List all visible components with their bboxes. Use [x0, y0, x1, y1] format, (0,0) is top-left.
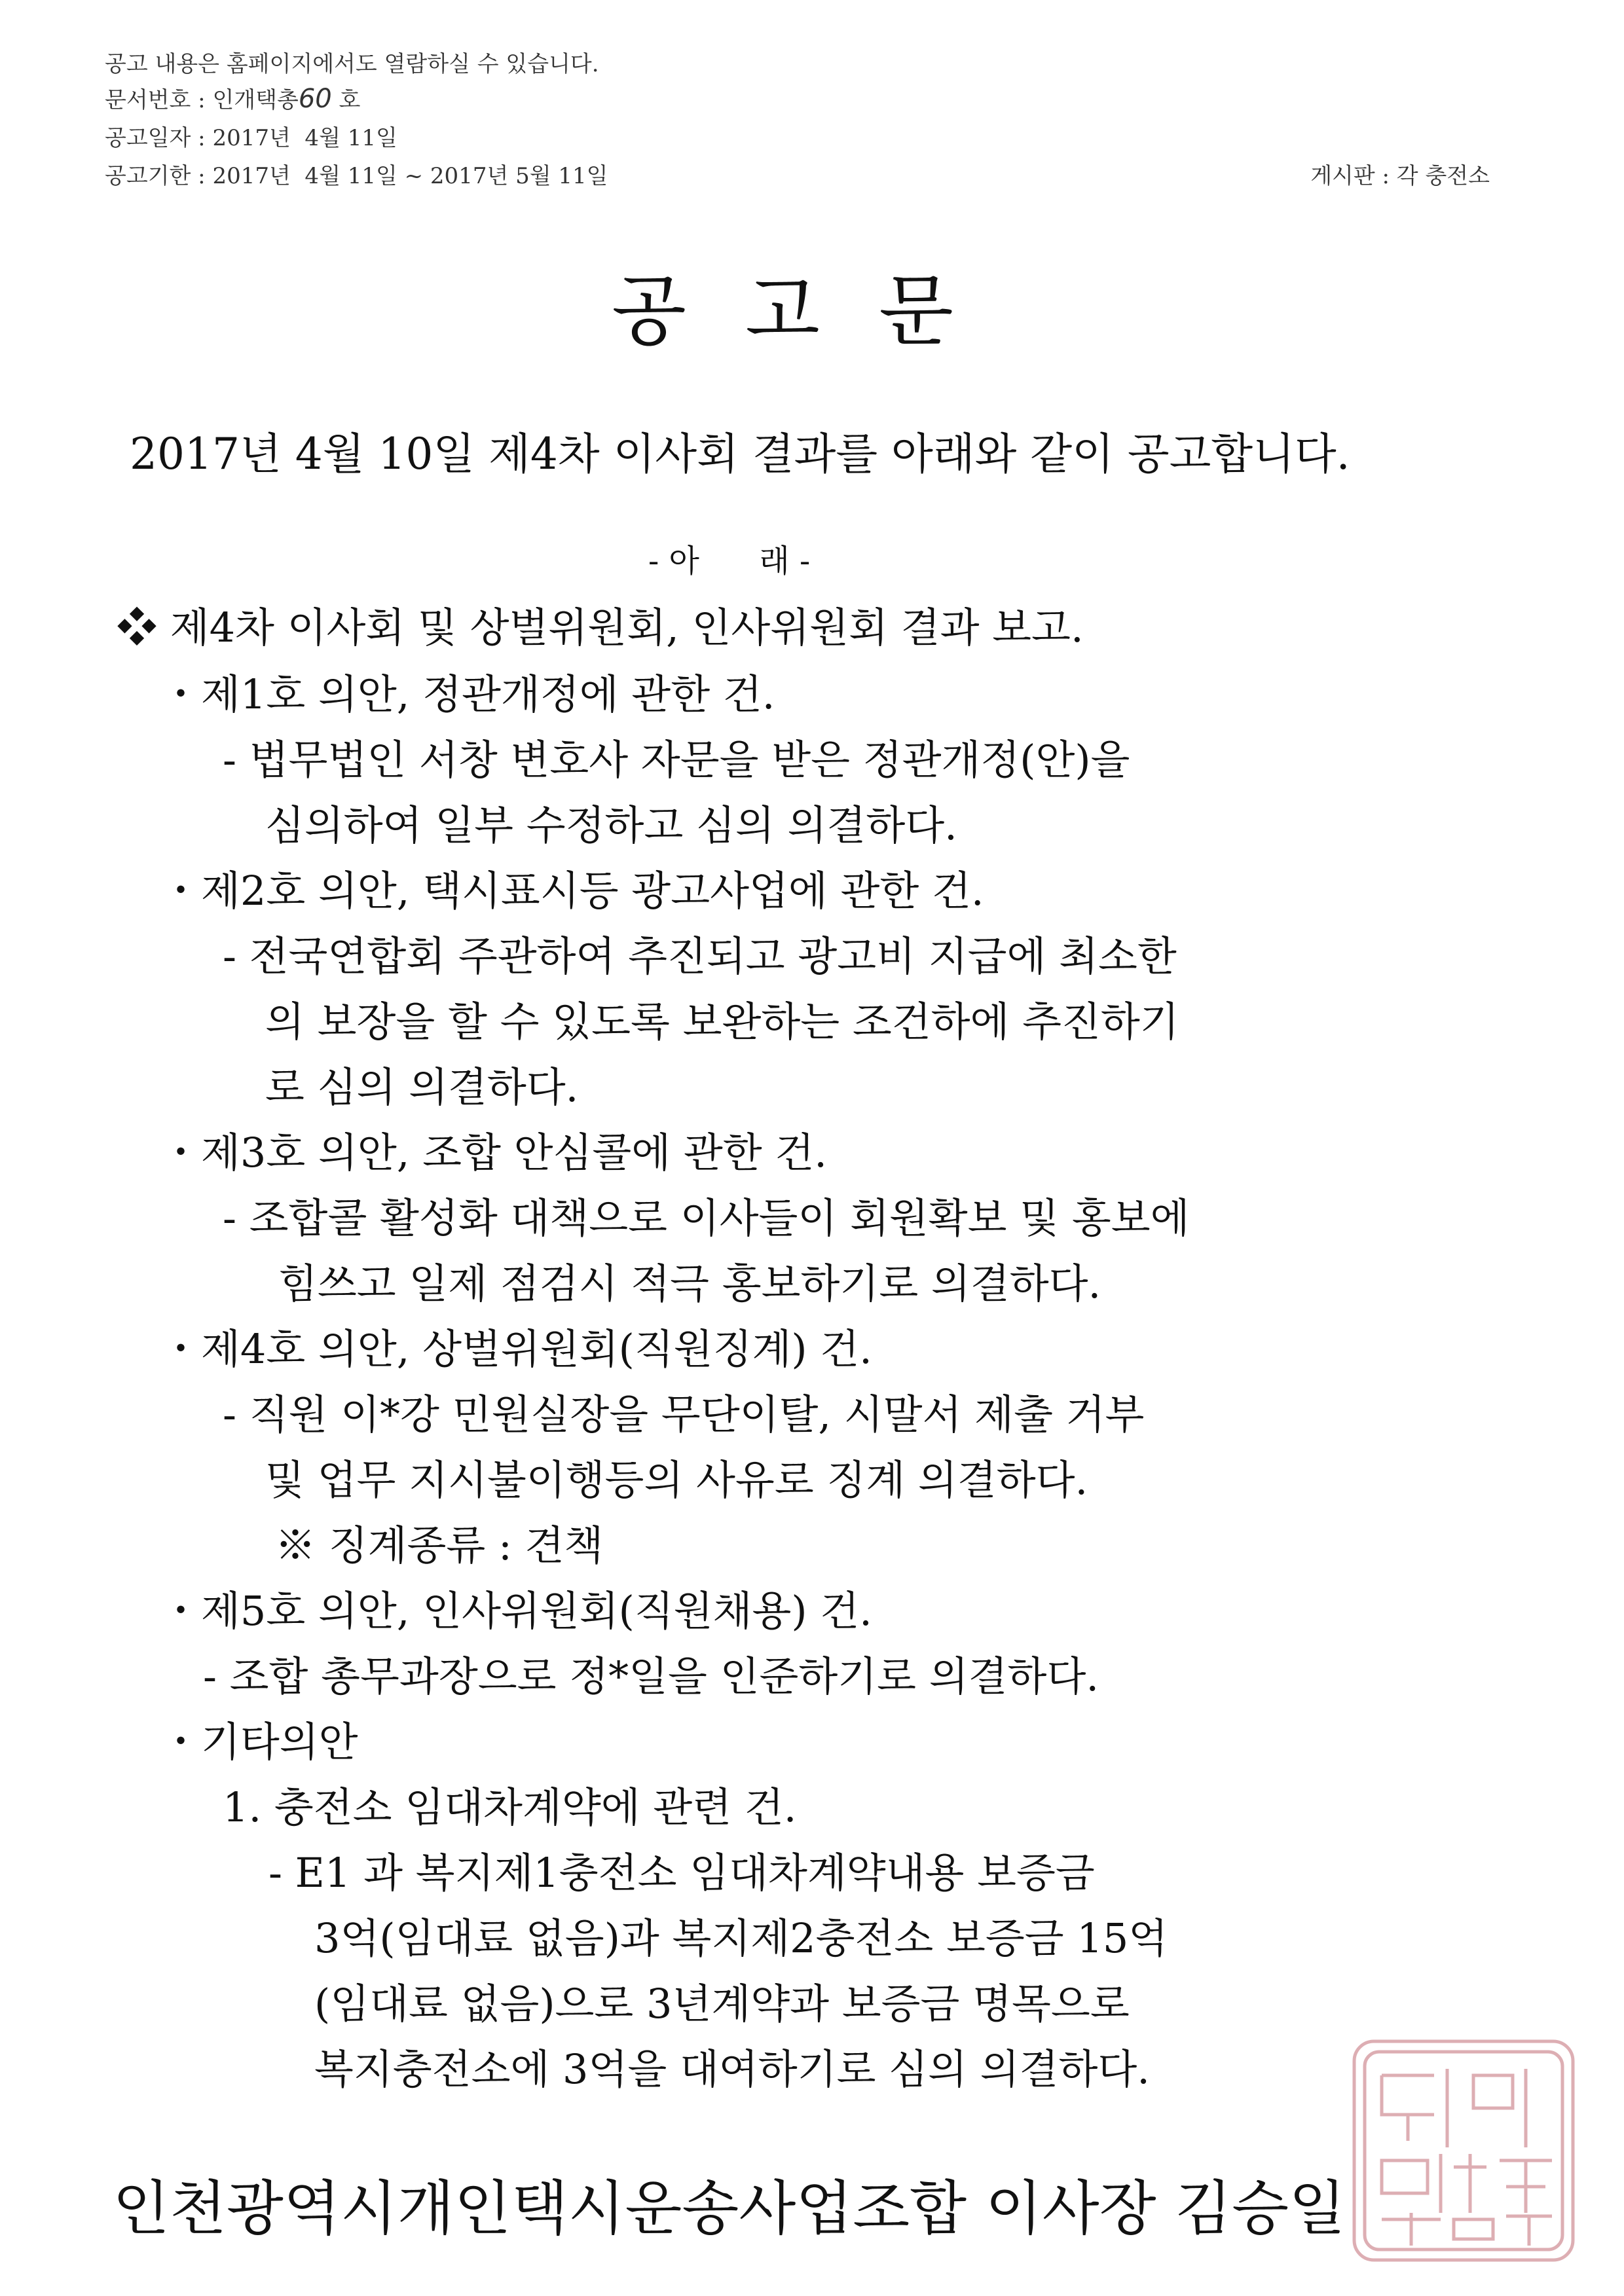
item4-line1: - 직원 이*강 민원실장을 무단이탈, 시말서 제출 거부 — [223, 1391, 1145, 1438]
item2-line1: - 전국연합회 주관하여 추진되고 광고비 지급에 최소한 — [223, 932, 1177, 980]
item5-title: ・제5호 의안, 인사위원회(직원채용) 건. — [160, 1587, 872, 1635]
item5-line1: - 조합 총무과장으로 정*일을 인준하기로 의결하다. — [203, 1652, 1099, 1700]
notice-period: 공고기한 : 2017년 4월 11일 ~ 2017년 5월 11일 — [105, 163, 608, 189]
main-item: ❖ 제4차 이사회 및 상벌위원회, 인사위원회 결과 보고. — [117, 604, 1084, 651]
item3-line2: 힘쓰고 일제 점검시 적극 홍보하기로 의결하다. — [278, 1260, 1101, 1307]
document-number-suffix: 호 — [331, 87, 361, 113]
other-title: ・기타의안 — [160, 1718, 358, 1766]
item2-title: ・제2호 의안, 택시표시등 광고사업에 관한 건. — [160, 867, 984, 915]
document-number — [105, 82, 360, 114]
document-number-value: 60 — [298, 84, 332, 114]
item4-line3: ※ 징계종류 : 견책 — [275, 1522, 604, 1569]
item2-line2: 의 보장을 할 수 있도록 보완하는 조건하에 추진하기 — [265, 998, 1179, 1046]
below-heading: - 아 래 - — [648, 543, 811, 579]
other-sub1: 1. 충전소 임대차계약에 관련 건. — [223, 1783, 797, 1831]
item3-line1: - 조합콜 활성화 대책으로 이사들이 회원확보 및 홍보에 — [223, 1194, 1190, 1242]
item3-title: ・제3호 의안, 조합 안심콜에 관한 건. — [160, 1129, 827, 1176]
item1-line2: 심의하여 일부 수정하고 심의 의결하다. — [265, 801, 957, 849]
item4-line2: 및 업무 지시불이행등의 사유로 징계 의결하다. — [265, 1456, 1088, 1504]
item1-line1: - 법무법인 서창 변호사 자문을 받은 정관개정(안)을 — [223, 736, 1130, 784]
notice-date: 공고일자 : 2017년 4월 11일 — [105, 125, 397, 151]
page-title: 공고문 — [612, 266, 1012, 356]
homepage-notice: 공고 내용은 홈페이지에서도 열람하실 수 있습니다. — [105, 51, 599, 77]
other-line2: 3억(임대료 없음)과 복지제2충전소 보증금 15억 — [314, 1914, 1168, 1962]
signature-line: 인천광역시개인택시운송사업조합 이사장 김승일 — [113, 2174, 1346, 2243]
item2-line3: 로 심의 의결하다. — [265, 1063, 579, 1111]
other-line4: 복지충전소에 3억을 대여하기로 심의 의결하다. — [314, 2045, 1150, 2093]
item4-title: ・제4호 의안, 상벌위원회(직원징계) 건. — [160, 1325, 872, 1373]
bulletin-board: 게시판 : 각 충전소 — [1310, 163, 1490, 189]
item1-title: ・제1호 의안, 정관개정에 관한 건. — [160, 670, 775, 718]
other-line1: - E1 과 복지제1충전소 임대차계약내용 보증금 — [268, 1849, 1095, 1897]
announcement-subtitle: 2017년 4월 10일 제4차 이사회 결과를 아래와 같이 공고합니다. — [130, 429, 1350, 479]
document-number-label: 문서번호 : 인개택총 — [105, 87, 299, 113]
official-seal-stamp — [1342, 2030, 1585, 2272]
other-line3: (임대료 없음)으로 3년계약과 보증금 명목으로 — [314, 1980, 1130, 2028]
